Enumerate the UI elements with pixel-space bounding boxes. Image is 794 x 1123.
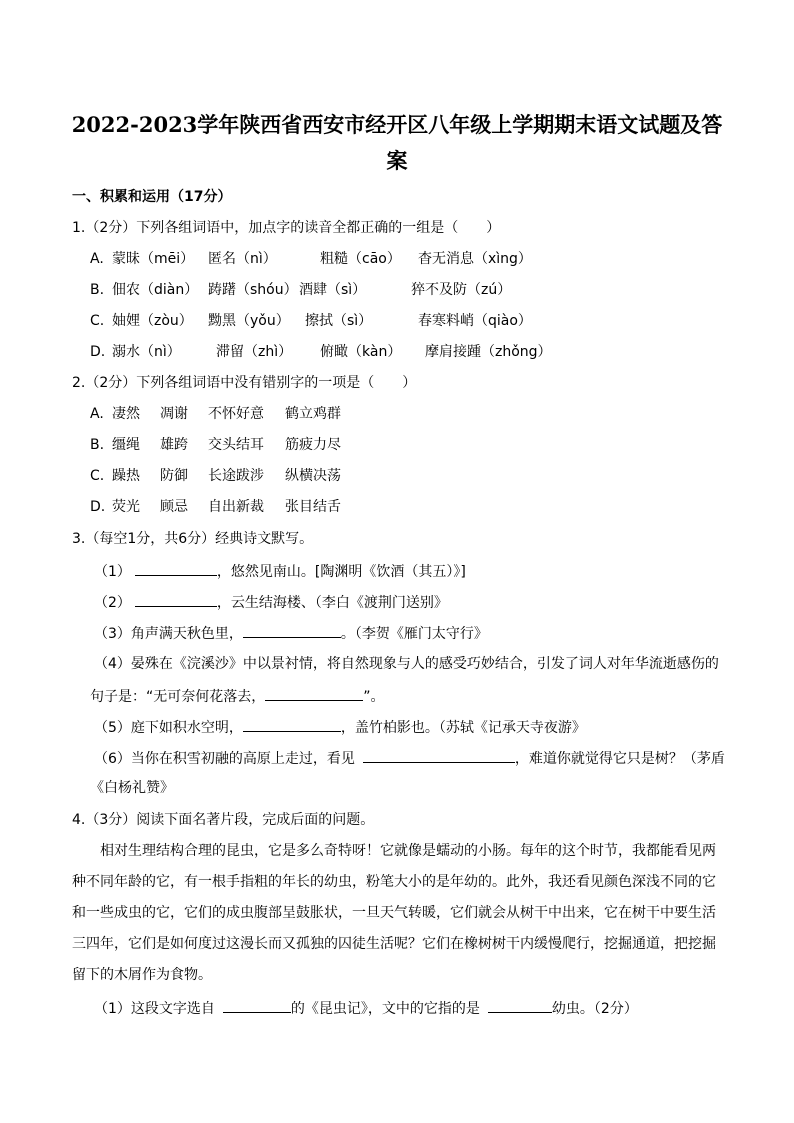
option-item: 春寒料峭（qiào） bbox=[418, 313, 532, 329]
passage-line: 和一些成虫的它，它们的成虫腹部呈鼓胀状，一旦天气转暖，它们就会从树干中出来，它在树干中要生活 bbox=[72, 905, 716, 921]
option-item: 防御 bbox=[160, 468, 188, 484]
q4-subquestion-1 bbox=[94, 998, 638, 1018]
option-item: 交头结耳 bbox=[208, 437, 264, 453]
option-item: 妯娌（zòu） bbox=[112, 313, 193, 329]
q3-sentence-6-line2: 《白杨礼赞》 bbox=[90, 780, 174, 796]
q1-stem: 1.（2分）下列各组词语中，加点字的读音全都正确的一组是（ ） bbox=[72, 220, 501, 236]
q3-sentence-4-line1: （4）晏殊在《浣溪沙》中以景衬情，将自然现象与人的感受巧妙结合，引发了词人对年华流逝感伤的 bbox=[94, 656, 719, 672]
option-item: 匿名（nì） bbox=[208, 251, 277, 267]
option-item: 自出新裁 bbox=[208, 499, 264, 515]
option-label: D. bbox=[90, 499, 106, 515]
option-item: 筋疲力尽 bbox=[285, 437, 341, 453]
sentence-text: ，云生结海楼、（李白《渡荆门送别》 bbox=[216, 595, 448, 611]
q3-sentence-6 bbox=[94, 748, 725, 768]
option-item: 荧光 bbox=[112, 499, 140, 515]
answer-blank-insect[interactable] bbox=[488, 998, 552, 1013]
option-item: 不怀好意 bbox=[208, 406, 264, 422]
sentence-text: ，难道你就觉得它只是树？（茅盾 bbox=[514, 751, 725, 767]
option-item: 酒肆（sì） bbox=[299, 282, 367, 298]
q4-stem: 4.（3分）阅读下面名著片段，完成后面的问题。 bbox=[72, 812, 375, 828]
option-label: C. bbox=[90, 468, 105, 484]
sentence-text: 幼虫。（2分） bbox=[551, 1001, 638, 1017]
q3-sentence-3 bbox=[94, 623, 488, 643]
sentence-text: 句子是：“无可奈何花落去， bbox=[90, 689, 266, 705]
passage-line: 相对生理结构合理的昆虫，它是多么奇特呀！它就像是蠕动的小肠。每年的这个时节，我都能看见两 bbox=[100, 843, 716, 859]
sentence-text: （5）庭下如积水空明， bbox=[94, 720, 243, 736]
sentence-text: ，悠然见南山。[陶渊明《饮酒（其五）》] bbox=[216, 564, 466, 580]
answer-blank-author[interactable] bbox=[223, 998, 291, 1013]
option-item: 黝黑（yǒu） bbox=[208, 313, 290, 329]
section-heading: 一、积累和运用（17分） bbox=[72, 189, 232, 205]
document-title-line1: 2022-2023学年陕西省西安市经开区八年级上学期期末语文试题及答 bbox=[71, 112, 723, 137]
q3-sentence-1 bbox=[94, 561, 466, 581]
option-item: 躁热 bbox=[112, 468, 140, 484]
option-item: 滞留（zhì） bbox=[216, 344, 293, 360]
option-item: 蒙昧（mēi） bbox=[112, 251, 195, 267]
option-item: 俯瞰（kàn） bbox=[320, 344, 402, 360]
passage-line: 留下的木屑作为食物。 bbox=[72, 967, 212, 983]
option-label: B. bbox=[90, 437, 105, 453]
answer-blank[interactable] bbox=[135, 592, 217, 607]
sentence-text: ，盖竹柏影也。（苏轼《记承天寺夜游》 bbox=[340, 720, 586, 736]
q3-sentence-5 bbox=[94, 717, 586, 737]
answer-blank[interactable] bbox=[363, 748, 515, 763]
q3-stem: 3.（每空1分，共6分）经典诗文默写。 bbox=[72, 531, 314, 547]
answer-blank[interactable] bbox=[243, 623, 341, 638]
sentence-text: （6）当你在积雪初融的高原上走过，看见 bbox=[94, 751, 355, 767]
option-item: 张目结舌 bbox=[285, 499, 341, 515]
option-item: 溺水（nì） bbox=[112, 344, 181, 360]
sentence-text: （1）这段文字选自 bbox=[94, 1001, 215, 1017]
q3-sentence-4-line2 bbox=[90, 686, 385, 706]
answer-blank[interactable] bbox=[265, 686, 363, 701]
q3-sentence-2 bbox=[94, 592, 448, 612]
option-item: 杳无消息（xìng） bbox=[418, 251, 532, 267]
option-item: 粗糙（cāo） bbox=[320, 251, 401, 267]
option-item: 纵横决荡 bbox=[285, 468, 341, 484]
passage-line: 种不同年龄的它，有一根手指粗的年长的幼虫，粉笔大小的是年幼的。此外，我还看见颜色深浅不同的它 bbox=[72, 874, 716, 890]
option-label: C. bbox=[90, 313, 105, 329]
option-item: 雄跨 bbox=[160, 437, 188, 453]
option-item: 猝不及防（zú） bbox=[411, 282, 512, 298]
option-item: 凄然 bbox=[112, 406, 140, 422]
sentence-text: ”。 bbox=[363, 689, 385, 705]
option-item: 缰绳 bbox=[112, 437, 140, 453]
answer-blank[interactable] bbox=[243, 717, 341, 732]
option-item: 凋谢 bbox=[160, 406, 188, 422]
option-label: D. bbox=[90, 344, 106, 360]
q2-stem: 2.（2分）下列各组词语中没有错别字的一项是（ ） bbox=[72, 375, 417, 391]
option-item: 鹤立鸡群 bbox=[285, 406, 341, 422]
option-item: 顾忌 bbox=[160, 499, 188, 515]
option-label: A. bbox=[90, 406, 104, 422]
answer-blank[interactable] bbox=[135, 561, 217, 576]
option-label: A. bbox=[90, 251, 104, 267]
option-item: 擦拭（sì） bbox=[305, 313, 373, 329]
sentence-text: 的《昆虫记》，文中的它指的是 bbox=[290, 1001, 480, 1017]
option-label: B. bbox=[90, 282, 105, 298]
option-item: 摩肩接踵（zhǒng） bbox=[425, 344, 552, 360]
option-item: 佃农（diàn） bbox=[112, 282, 199, 298]
sentence-number: （2） bbox=[94, 595, 131, 611]
sentence-number: （1） bbox=[94, 564, 131, 580]
option-item: 踌躇（shóu） bbox=[208, 282, 298, 298]
document-title-line2: 案 bbox=[386, 148, 408, 173]
sentence-text: 。（李贺《雁门太守行》 bbox=[340, 626, 488, 642]
option-item: 长途跋涉 bbox=[208, 468, 264, 484]
sentence-text: （3）角声满天秋色里， bbox=[94, 626, 243, 642]
passage-line: 三四年，它们是如何度过这漫长而又孤独的囚徒生活呢？它们在橡树树干内缓慢爬行，挖掘通道，把挖掘 bbox=[72, 936, 716, 952]
